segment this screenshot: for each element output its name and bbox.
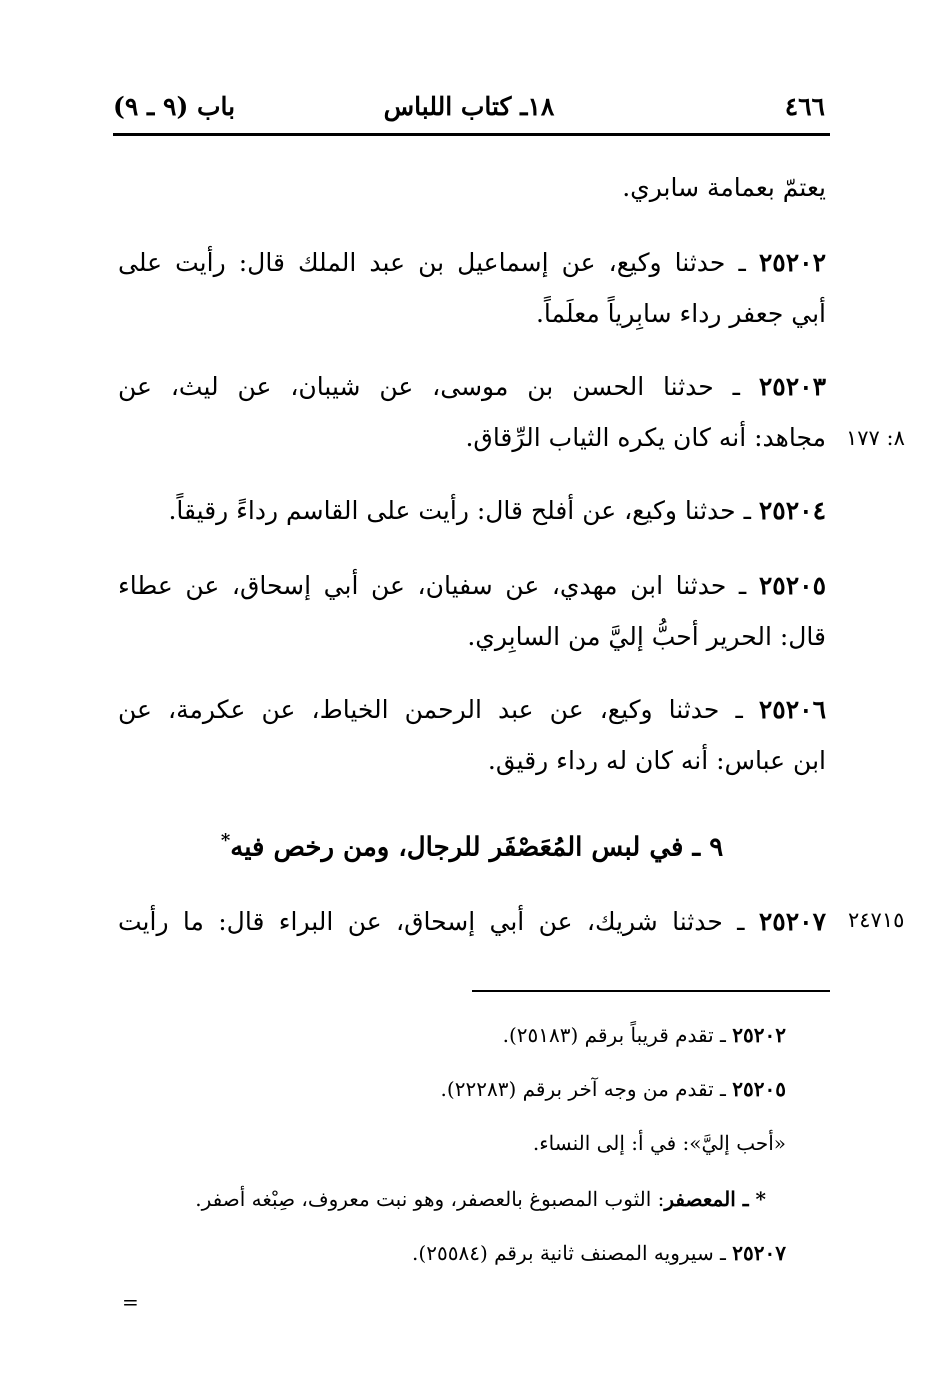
- line-text: ـ حدثنا شريك، عن أبي إسحاق، عن البراء قال: ما رأيت: [118, 907, 759, 936]
- hadith-25206-line-1: [118, 690, 826, 730]
- hadith-number: ٢٥٢٠٢: [758, 248, 826, 277]
- page-number: ٤٦٦: [784, 92, 825, 121]
- hadith-25203-line-1: [118, 367, 826, 407]
- footnote: [533, 1128, 786, 1158]
- header-rule: [113, 133, 830, 136]
- footnote-text: ـ تقدم من وجه آخر برقم (٢٢٢٨٣).: [440, 1077, 733, 1101]
- hadith-25205-line-1: [118, 566, 826, 606]
- line-text: ـ حدثنا ابن مهدي، عن سفيان، عن أبي إسحاق، عن عطاء: [118, 571, 759, 600]
- line-text: قال: الحرير أحبُّ إليَّ من السابِري.: [467, 622, 826, 651]
- line-text: ـ حدثنا وكيع، عن عبد الرحمن الخياط، عن عكرمة، عن: [118, 695, 759, 724]
- hadith-number: ٢٥٢٠٥: [758, 571, 826, 600]
- line-text: ابن عباس: أنه كان له رداء رقيق.: [487, 746, 826, 775]
- hadith-25207-line-1: [118, 902, 826, 942]
- footnote: [503, 1020, 786, 1050]
- footnote-rule: [472, 990, 830, 992]
- page-end-mark: =: [122, 1290, 139, 1314]
- hadith-number: ٢٥٢٠٧: [758, 907, 826, 936]
- hadith-25203-line-2: [118, 418, 826, 458]
- chapter-range: باب (٩ ـ ٩): [113, 92, 236, 121]
- text-line: [118, 168, 826, 208]
- footnote-star: *: [220, 830, 231, 851]
- line-text: يعتمّ بعمامة سابري.: [622, 173, 826, 202]
- line-text: ـ حدثنا وكيع، عن أفلح قال: رأيت على القاسم رداءً رقيقاً.: [168, 496, 759, 525]
- footnote-term: * ـ المعصفر: [664, 1187, 766, 1211]
- margin-reference: ٨: ١٧٧: [846, 426, 905, 450]
- section-title-text: ٩ ـ في لبس المُعَصْفَر للرجال، ومن رخص فيه: [230, 832, 724, 863]
- hadith-25202-line-2: [118, 294, 826, 334]
- hadith-25206-line-2: [118, 741, 826, 781]
- footnote: [441, 1074, 786, 1104]
- running-header: [113, 86, 825, 130]
- footnote: [412, 1238, 786, 1268]
- hadith-25204-line: [118, 491, 826, 531]
- line-text: ـ حدثنا وكيع، عن إسماعيل بن عبد الملك قال: رأيت على: [118, 248, 759, 277]
- footnote-number: ٢٥٢٠٢: [732, 1023, 786, 1047]
- line-text: ـ حدثنا الحسن بن موسى، عن شيبان، عن ليث، عن: [118, 372, 759, 401]
- footnote: [195, 1184, 766, 1214]
- line-text: أبي جعفر رداء سابِرياً معلَماً.: [535, 299, 826, 328]
- footnote-number: ٢٥٢٠٧: [732, 1241, 786, 1265]
- hadith-number: ٢٥٢٠٣: [758, 372, 826, 401]
- hadith-number: ٢٥٢٠٦: [758, 695, 826, 724]
- hadith-25205-line-2: [118, 617, 826, 657]
- footnote-text: ـ سيرويه المصنف ثانية برقم (٢٥٥٨٤).: [412, 1241, 733, 1265]
- book-title: ١٨ـ كتاب اللباس: [383, 92, 555, 121]
- footnote-text: : الثوب المصبوغ بالعصفر، وهو نبت معروف، صِبْغه أصفر.: [195, 1187, 665, 1211]
- line-text: مجاهد: أنه كان يكره الثياب الرِّقاق.: [465, 423, 826, 452]
- margin-reference: ٢٤٧١٥: [848, 908, 905, 932]
- hadith-number: ٢٥٢٠٤: [758, 496, 826, 525]
- footnote-text: ـ تقدم قريباً برقم (٢٥١٨٣).: [502, 1023, 733, 1047]
- footnote-text: «أحب إليَّ»: في أ: إلى النساء.: [532, 1131, 786, 1155]
- hadith-25202-line-1: [118, 243, 826, 283]
- section-heading: [118, 830, 826, 863]
- footnote-number: ٢٥٢٠٥: [732, 1077, 786, 1101]
